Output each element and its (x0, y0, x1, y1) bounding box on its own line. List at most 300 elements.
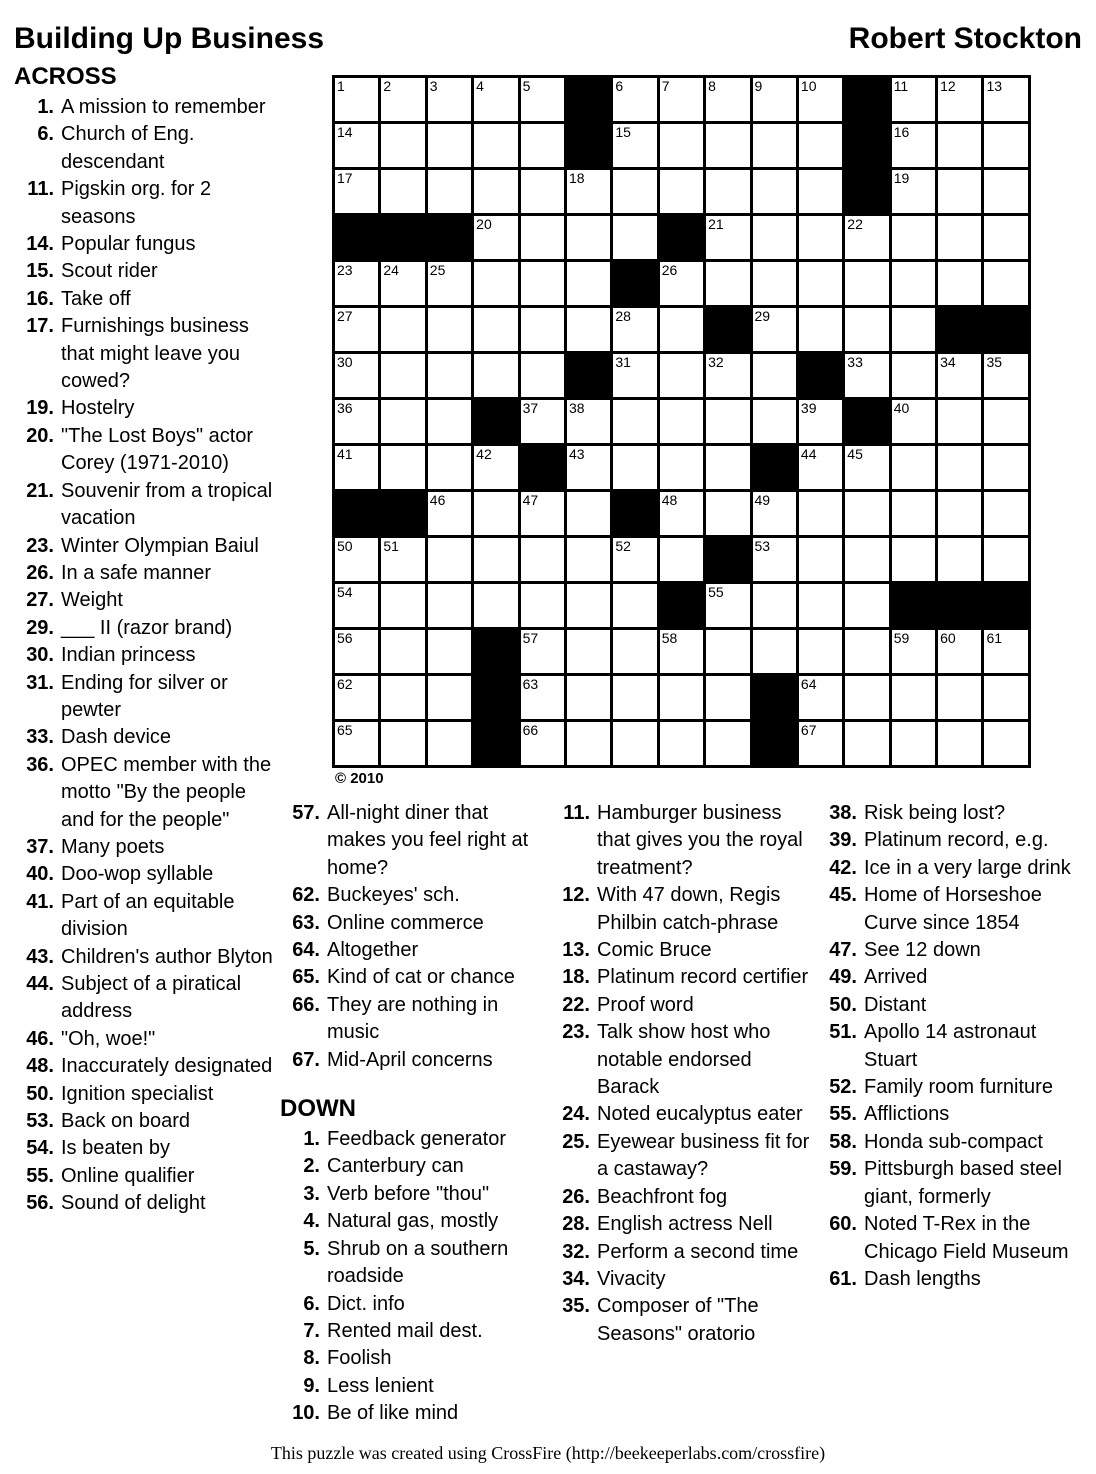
white-cell[interactable] (335, 354, 378, 397)
white-cell[interactable] (799, 538, 842, 581)
white-cell[interactable] (613, 78, 656, 121)
white-cell[interactable] (753, 124, 796, 167)
white-cell[interactable] (892, 722, 935, 765)
white-cell[interactable] (799, 308, 842, 351)
white-cell[interactable] (799, 630, 842, 673)
white-cell[interactable] (753, 170, 796, 213)
white-cell[interactable] (428, 78, 471, 121)
cell-number: 9 (754, 78, 763, 94)
white-cell[interactable] (474, 584, 517, 627)
clue-text: Platinum record, e.g. (864, 829, 1049, 852)
clue-number: 11. (27, 178, 54, 201)
white-cell[interactable] (892, 124, 935, 167)
clue-text: Canterbury can (327, 1155, 464, 1178)
clue-number: 50. (829, 993, 857, 1016)
white-cell[interactable] (335, 400, 378, 443)
white-cell[interactable] (892, 78, 935, 121)
white-cell[interactable] (428, 630, 471, 673)
white-cell[interactable] (660, 354, 703, 397)
white-cell[interactable] (428, 492, 471, 535)
white-cell[interactable] (613, 400, 656, 443)
white-cell[interactable] (613, 538, 656, 581)
black-cell (845, 170, 888, 213)
cell-number: 42 (476, 446, 492, 462)
white-cell[interactable] (428, 584, 471, 627)
white-cell[interactable] (660, 78, 703, 121)
white-cell[interactable] (938, 446, 981, 489)
black-cell (845, 124, 888, 167)
white-cell[interactable] (613, 308, 656, 351)
white-cell[interactable] (753, 354, 796, 397)
white-cell[interactable] (892, 492, 935, 535)
cell-number: 1 (337, 78, 345, 94)
clue-number: 8. (303, 1347, 320, 1370)
white-cell[interactable] (799, 124, 842, 167)
clue (12, 587, 283, 614)
white-cell[interactable] (428, 170, 471, 213)
white-cell[interactable] (474, 538, 517, 581)
white-cell[interactable] (381, 170, 424, 213)
white-cell[interactable] (613, 216, 656, 259)
white-cell[interactable] (984, 538, 1027, 581)
clue-text: Proof word (597, 993, 694, 1016)
crossword-grid (332, 75, 1031, 768)
white-cell[interactable] (381, 584, 424, 627)
clue-number: 65. (292, 966, 320, 989)
clue-text: Doo-wop syllable (61, 863, 214, 886)
clue (12, 615, 283, 642)
white-cell[interactable] (938, 722, 981, 765)
white-cell[interactable] (428, 308, 471, 351)
white-cell[interactable] (335, 584, 378, 627)
white-cell[interactable] (335, 78, 378, 121)
clue (548, 1129, 813, 1184)
white-cell[interactable] (938, 492, 981, 535)
cell-number: 3 (429, 78, 438, 94)
clue-number: 50. (26, 1082, 54, 1105)
white-cell[interactable] (799, 446, 842, 489)
white-cell[interactable] (474, 124, 517, 167)
clue-number: 49. (829, 966, 857, 989)
white-cell[interactable] (567, 400, 610, 443)
white-cell[interactable] (706, 722, 749, 765)
white-cell[interactable] (613, 584, 656, 627)
clue-text: Children's author Blyton (61, 945, 273, 968)
clue-text: Part of an equitable division (61, 890, 235, 941)
white-cell[interactable] (845, 308, 888, 351)
white-cell[interactable] (938, 78, 981, 121)
clue-text: Dict. info (327, 1292, 405, 1315)
clue-text: Ice in a very large drink (864, 856, 1071, 879)
white-cell[interactable] (753, 262, 796, 305)
white-cell[interactable] (567, 446, 610, 489)
white-cell[interactable] (521, 78, 564, 121)
white-cell[interactable] (799, 78, 842, 121)
white-cell[interactable] (845, 676, 888, 719)
clue-text: Many poets (61, 835, 165, 858)
white-cell[interactable] (892, 538, 935, 581)
white-cell[interactable] (381, 630, 424, 673)
white-cell[interactable] (984, 630, 1027, 673)
white-cell[interactable] (984, 216, 1027, 259)
clue (278, 1236, 543, 1291)
white-cell[interactable] (381, 676, 424, 719)
white-cell[interactable] (938, 630, 981, 673)
clue-number: 1. (37, 96, 54, 118)
white-cell[interactable] (753, 308, 796, 351)
clue-text: Kind of cat or chance (327, 966, 515, 989)
clue-number: 25. (562, 1130, 590, 1153)
white-cell[interactable] (567, 676, 610, 719)
white-cell[interactable] (381, 354, 424, 397)
white-cell[interactable] (474, 492, 517, 535)
white-cell[interactable] (706, 492, 749, 535)
clue (278, 1181, 543, 1208)
cell-number: 64 (800, 676, 817, 692)
clue-text: Talk show host who notable endorsed Barack (597, 1021, 771, 1099)
white-cell[interactable] (660, 630, 703, 673)
clue-number: 12. (562, 884, 590, 907)
white-cell[interactable] (984, 354, 1027, 397)
across-clue-list (12, 94, 283, 1218)
white-cell[interactable] (474, 216, 517, 259)
white-cell[interactable] (892, 676, 935, 719)
white-cell[interactable] (381, 78, 424, 121)
white-cell[interactable] (428, 446, 471, 489)
white-cell[interactable] (613, 722, 656, 765)
white-cell[interactable] (613, 354, 656, 397)
white-cell[interactable] (938, 354, 981, 397)
clue-text: Afflictions (864, 1103, 950, 1126)
clue-number: 66. (292, 993, 320, 1016)
cell-number: 46 (429, 492, 446, 508)
generator-credit: This puzzle was created using CrossFire (http://beekeeperlabs.com/crossfire) (270, 1443, 826, 1463)
white-cell[interactable] (428, 722, 471, 765)
white-cell[interactable] (845, 216, 888, 259)
white-cell[interactable] (381, 262, 424, 305)
white-cell[interactable] (938, 538, 981, 581)
clue (815, 1129, 1087, 1156)
white-cell[interactable] (474, 262, 517, 305)
white-cell[interactable] (567, 308, 610, 351)
clue-number: 32. (562, 1240, 590, 1263)
clue-number: 22. (562, 993, 590, 1016)
white-cell[interactable] (706, 446, 749, 489)
white-cell[interactable] (660, 676, 703, 719)
white-cell[interactable] (335, 446, 378, 489)
white-cell[interactable] (799, 170, 842, 213)
black-cell (567, 124, 610, 167)
black-cell (335, 492, 378, 535)
white-cell[interactable] (660, 262, 703, 305)
white-cell[interactable] (660, 722, 703, 765)
white-cell[interactable] (613, 630, 656, 673)
white-cell[interactable] (892, 630, 935, 673)
white-cell[interactable] (753, 78, 796, 121)
white-cell[interactable] (335, 124, 378, 167)
clue-number: 9. (303, 1374, 320, 1397)
white-cell[interactable] (892, 216, 935, 259)
white-cell[interactable] (845, 538, 888, 581)
white-cell[interactable] (428, 124, 471, 167)
white-cell[interactable] (474, 446, 517, 489)
white-cell[interactable] (660, 124, 703, 167)
white-cell[interactable] (660, 170, 703, 213)
white-cell[interactable] (845, 446, 888, 489)
white-cell[interactable] (521, 722, 564, 765)
white-cell[interactable] (521, 400, 564, 443)
clue-text: Home of Horseshoe Curve since 1854 (864, 884, 1042, 934)
clue-number: 26. (562, 1185, 590, 1208)
white-cell[interactable] (799, 262, 842, 305)
white-cell[interactable] (984, 262, 1027, 305)
white-cell[interactable] (706, 216, 749, 259)
clue (12, 1081, 283, 1108)
black-cell (567, 78, 610, 121)
white-cell[interactable] (938, 676, 981, 719)
white-cell[interactable] (706, 262, 749, 305)
white-cell[interactable] (984, 722, 1027, 765)
clue-number: 30. (26, 644, 54, 667)
white-cell[interactable] (474, 354, 517, 397)
white-cell[interactable] (706, 170, 749, 213)
clue (548, 992, 813, 1019)
cell-number: 26 (661, 262, 678, 278)
white-cell[interactable] (938, 400, 981, 443)
clue-number: 23. (26, 534, 54, 557)
white-cell[interactable] (567, 170, 610, 213)
white-cell[interactable] (567, 538, 610, 581)
white-cell[interactable] (660, 446, 703, 489)
white-cell[interactable] (660, 400, 703, 443)
white-cell[interactable] (428, 354, 471, 397)
black-cell (753, 446, 796, 489)
white-cell[interactable] (613, 446, 656, 489)
white-cell[interactable] (521, 124, 564, 167)
white-cell[interactable] (381, 538, 424, 581)
cell-number: 17 (337, 170, 353, 186)
white-cell[interactable] (521, 262, 564, 305)
black-cell (474, 722, 517, 765)
white-cell[interactable] (521, 630, 564, 673)
clue-number: 38. (829, 802, 857, 824)
white-cell[interactable] (845, 584, 888, 627)
cell-number: 66 (522, 722, 539, 738)
white-cell[interactable] (706, 584, 749, 627)
cell-number: 27 (337, 308, 353, 324)
white-cell[interactable] (428, 676, 471, 719)
cell-number: 40 (893, 400, 910, 416)
cell-number: 57 (522, 630, 539, 646)
white-cell[interactable] (984, 78, 1027, 121)
clue-number: 64. (292, 939, 320, 962)
clue (278, 1345, 543, 1372)
white-cell[interactable] (567, 262, 610, 305)
white-cell[interactable] (845, 492, 888, 535)
puzzle-title: Building Up Business (14, 22, 325, 55)
white-cell[interactable] (799, 722, 842, 765)
white-cell[interactable] (892, 170, 935, 213)
white-cell[interactable] (984, 124, 1027, 167)
cell-number: 49 (754, 492, 771, 508)
clue (12, 1053, 283, 1080)
white-cell[interactable] (706, 78, 749, 121)
white-cell[interactable] (521, 308, 564, 351)
crossword-grid-container (332, 75, 1031, 768)
white-cell[interactable] (706, 400, 749, 443)
white-cell[interactable] (845, 722, 888, 765)
clue-text: Foolish (327, 1347, 392, 1370)
clue (278, 1318, 543, 1345)
white-cell[interactable] (984, 400, 1027, 443)
clue-text: Sound of delight (61, 1192, 206, 1215)
clue-number: 40. (26, 863, 54, 886)
clue-text: Less lenient (327, 1374, 434, 1397)
white-cell[interactable] (428, 400, 471, 443)
white-cell[interactable] (381, 308, 424, 351)
clue-text: Mid-April concerns (327, 1048, 493, 1071)
white-cell[interactable] (335, 538, 378, 581)
white-cell[interactable] (938, 124, 981, 167)
black-cell (381, 492, 424, 535)
cell-number: 37 (522, 400, 539, 416)
white-cell[interactable] (428, 262, 471, 305)
white-cell[interactable] (706, 676, 749, 719)
white-cell[interactable] (706, 630, 749, 673)
white-cell[interactable] (474, 78, 517, 121)
white-cell[interactable] (892, 354, 935, 397)
white-cell[interactable] (335, 676, 378, 719)
white-cell[interactable] (984, 492, 1027, 535)
clue-text: Eyewear business fit for a castaway? (597, 1130, 810, 1181)
white-cell[interactable] (892, 308, 935, 351)
white-cell[interactable] (845, 262, 888, 305)
clue-text: Distant (864, 993, 927, 1016)
white-cell[interactable] (938, 216, 981, 259)
white-cell[interactable] (521, 492, 564, 535)
white-cell[interactable] (845, 630, 888, 673)
cell-number: 28 (615, 308, 631, 324)
clue (815, 1266, 1087, 1293)
white-cell[interactable] (706, 354, 749, 397)
cell-number: 11 (893, 78, 909, 94)
white-cell[interactable] (521, 584, 564, 627)
white-cell[interactable] (753, 400, 796, 443)
white-cell[interactable] (753, 492, 796, 535)
white-cell[interactable] (799, 584, 842, 627)
white-cell[interactable] (521, 216, 564, 259)
white-cell[interactable] (567, 584, 610, 627)
clue (12, 176, 283, 231)
white-cell[interactable] (660, 308, 703, 351)
white-cell[interactable] (567, 216, 610, 259)
clue (278, 1373, 543, 1400)
white-cell[interactable] (799, 492, 842, 535)
white-cell[interactable] (984, 446, 1027, 489)
puzzle-author: Robert Stockton (848, 22, 1082, 55)
clue (12, 1026, 283, 1053)
white-cell[interactable] (799, 216, 842, 259)
clue-text: Risk being lost? (864, 802, 1006, 824)
white-cell[interactable] (474, 308, 517, 351)
white-cell[interactable] (335, 262, 378, 305)
white-cell[interactable] (521, 354, 564, 397)
white-cell[interactable] (521, 676, 564, 719)
cell-number: 4 (476, 78, 484, 94)
white-cell[interactable] (753, 216, 796, 259)
white-cell[interactable] (938, 262, 981, 305)
white-cell[interactable] (521, 538, 564, 581)
white-cell[interactable] (335, 630, 378, 673)
cell-number: 7 (661, 78, 670, 94)
white-cell[interactable] (706, 124, 749, 167)
white-cell[interactable] (335, 722, 378, 765)
clue (12, 642, 283, 669)
white-cell[interactable] (984, 676, 1027, 719)
white-cell[interactable] (892, 262, 935, 305)
white-cell[interactable] (938, 170, 981, 213)
clue (278, 910, 543, 937)
white-cell[interactable] (474, 170, 517, 213)
black-cell (613, 262, 656, 305)
clue-number: 37. (26, 835, 54, 858)
white-cell[interactable] (613, 124, 656, 167)
white-cell[interactable] (753, 584, 796, 627)
white-cell[interactable] (567, 630, 610, 673)
white-cell[interactable] (428, 538, 471, 581)
cell-number: 12 (940, 78, 956, 94)
clue (12, 724, 283, 751)
white-cell[interactable] (845, 354, 888, 397)
white-cell[interactable] (753, 630, 796, 673)
clue (815, 855, 1087, 882)
clue (548, 1293, 813, 1348)
white-cell[interactable] (381, 446, 424, 489)
white-cell[interactable] (521, 170, 564, 213)
white-cell[interactable] (660, 538, 703, 581)
white-cell[interactable] (892, 400, 935, 443)
white-cell[interactable] (984, 170, 1027, 213)
white-cell[interactable] (567, 492, 610, 535)
clue-text: Pigskin org. for 2 seasons (61, 178, 212, 228)
white-cell[interactable] (892, 446, 935, 489)
clue-number: 43. (26, 945, 54, 968)
clue-text: A mission to remember (61, 96, 266, 118)
cell-number: 41 (337, 446, 353, 462)
white-cell[interactable] (381, 400, 424, 443)
clue-number: 34. (562, 1267, 590, 1290)
white-cell[interactable] (799, 676, 842, 719)
cell-number: 53 (754, 538, 771, 554)
clue-number: 27. (26, 589, 54, 612)
clue-number: 47. (829, 939, 857, 962)
white-cell[interactable] (613, 676, 656, 719)
white-cell[interactable] (660, 492, 703, 535)
white-cell[interactable] (381, 722, 424, 765)
white-cell[interactable] (381, 124, 424, 167)
clue-number: 67. (292, 1048, 320, 1071)
white-cell[interactable] (567, 722, 610, 765)
white-cell[interactable] (335, 308, 378, 351)
white-cell[interactable] (335, 170, 378, 213)
white-cell[interactable] (799, 400, 842, 443)
copyright-notice: © 2010 (335, 770, 384, 787)
white-cell[interactable] (753, 538, 796, 581)
clue-text: Inaccurately designated (61, 1055, 273, 1078)
white-cell[interactable] (613, 170, 656, 213)
clue-number: 35. (562, 1295, 590, 1318)
clue-text: Dash lengths (864, 1267, 981, 1290)
